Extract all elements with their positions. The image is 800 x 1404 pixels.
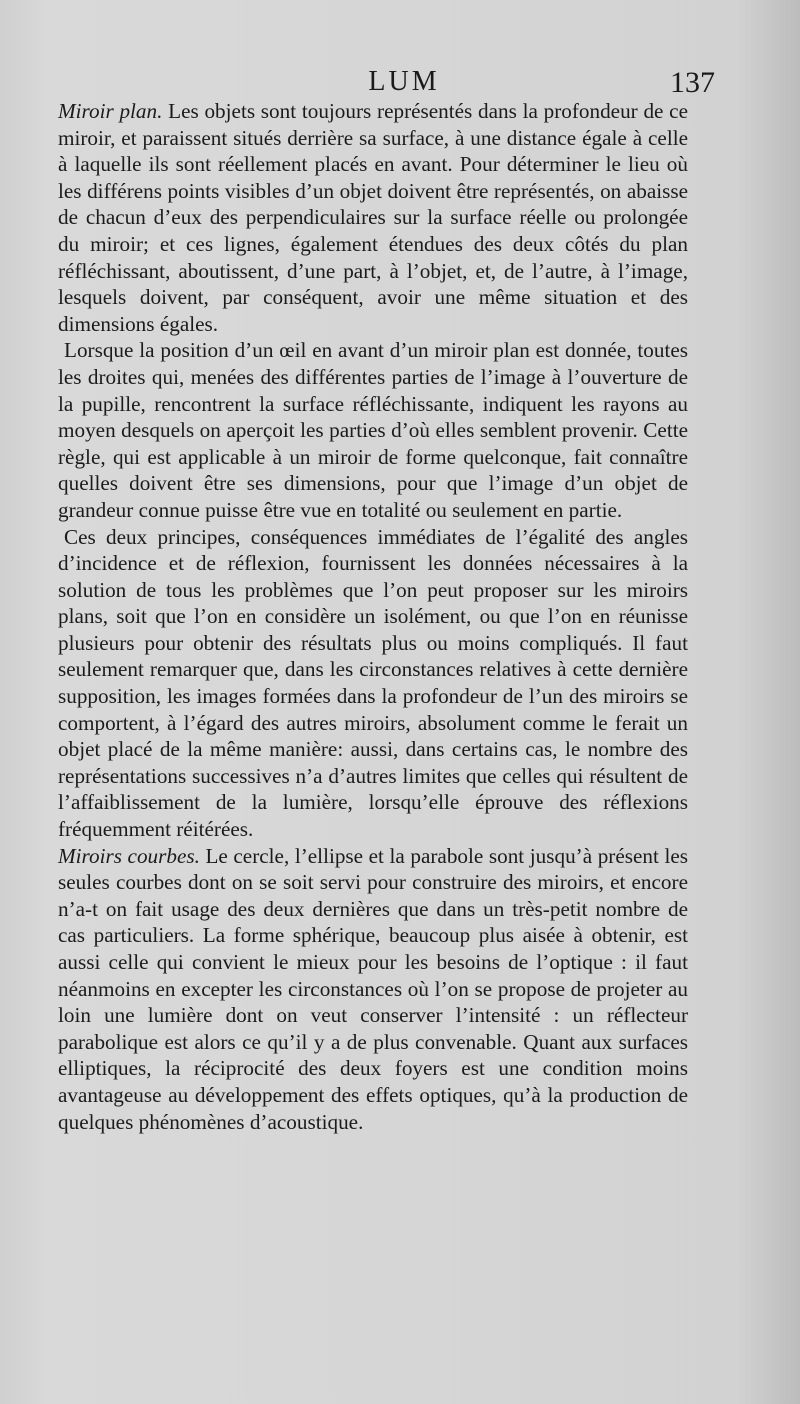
running-head-title: LUM (368, 66, 440, 97)
paragraph-text: Lorsque la position d’un œil en avant d’un miroir plan est donnée, toutes les droites qui, menées des différentes parties de l’image à l’ouverture de la pupille, rencontrent la surface réfléchissante, indiquent les rayons au moyen desquels on aperçoit les parties d’où elles semblent provenir. Cette règle, qui est applicable à un miroir de forme quelconque, fait connaître quelles doivent être ses dimensions, pour que l’image d’un objet de grandeur connue puisse être vue en totalité ou seulement en partie. (58, 338, 688, 522)
paragraph-text: Les objets sont toujours représentés dans la profondeur de ce miroir, et paraissent situés derrière sa surface, à une distance égale à celle à laquelle ils sont réellement placés en avant. Pour déterminer le lieu où les différens points visibles d’un objet doivent être représentés, on abaisse de chacun d’eux des perpendiculaires sur la surface réelle ou prolongée du miroir; et ces lignes, également étendues des deux côtés du plan réfléchissant, aboutissent, d’une part, à l’objet, et, de l’autre, à l’image, lesquels doivent, par conséquent, avoir une même situation et des dimensions égales. (58, 99, 688, 336)
body-text (58, 98, 688, 1135)
paragraph-miroirs-courbes (58, 843, 688, 1136)
section-heading-miroir-plan: Miroir plan. (58, 99, 163, 123)
page-number: 137 (670, 66, 715, 99)
paragraph-text: Ces deux principes, conséquences immédiates de l’égalité des angles d’incidence et de réflexion, fournissent les données nécessaires à la solution de tous les problèmes que l’on peut proposer sur les miroirs plans, soit que l’on en considère un isolément, ou que l’on en réunisse plusieurs pour obtenir des résultats plus ou moins compliqués. Il faut seulement remarquer que, dans les circonstances relatives à cette dernière supposition, les images formées dans la profondeur de l’un des miroirs se comportent, à l’égard des autres miroirs, absolument comme le ferait un objet placé de la même manière: aussi, dans certains cas, le nombre des représentations successives n’a d’autres limites que celles qui résultent de l’affaiblissement de la lumière, lorsqu’elle éprouve des réflexions fréquemment réitérées. (58, 524, 688, 842)
paragraph-position-oeil (58, 337, 688, 523)
paragraph-miroir-plan (58, 98, 688, 337)
running-head (58, 66, 715, 102)
section-heading-miroirs-courbes: Miroirs courbes. (58, 843, 200, 868)
paragraph-deux-principes (58, 524, 688, 843)
paragraph-text: Le cercle, l’ellipse et la parabole sont jusqu’à présent les seules courbes dont on se soit servi pour construire des miroirs, et encore n’a-t on fait usage des deux dernières que dans un très-petit nombre de cas particuliers. La forme sphérique, beaucoup plus aisée à obtenir, est aussi celle qui convient le mieux pour les besoins de l’optique : il faut néanmoins en excepter les circonstances où l’on se propose de projeter au loin une lumière dont on veut conserver l’intensité : un réflecteur parabolique est alors ce qu’il y a de plus convenable. Quant aux surfaces elliptiques, la réciprocité des deux foyers est une condition moins avantageuse au développement des effets optiques, qu’à la production de quelques phénomènes d’acoustique. (58, 843, 688, 1134)
